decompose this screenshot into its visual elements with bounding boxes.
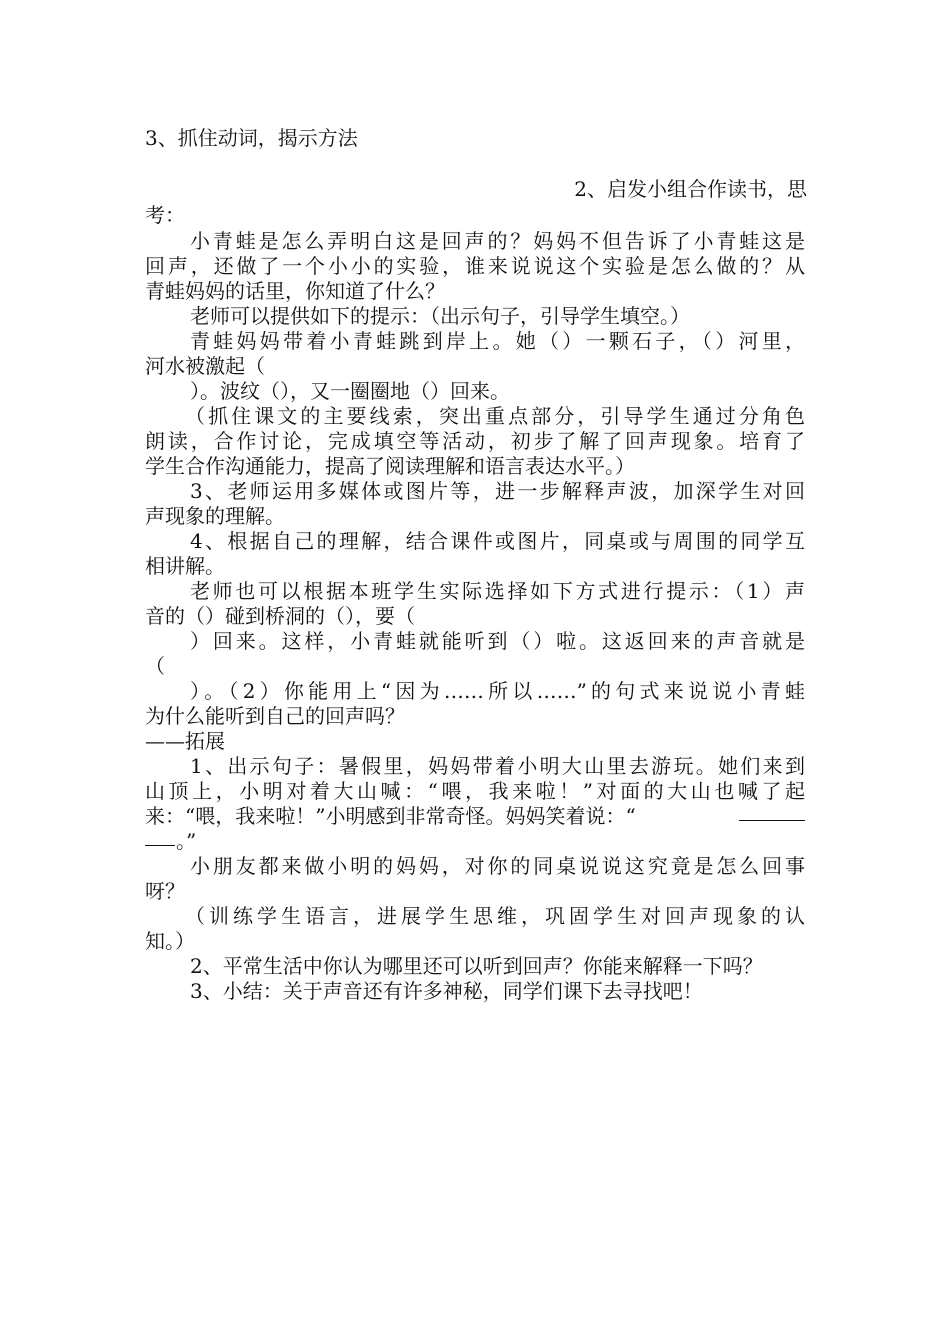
paragraph-line: 青蛙妈妈带着小青蛙跳到岸上。她（）一颗石子，（）河里， bbox=[190, 329, 805, 353]
paragraph-line: 青蛙妈妈的话里，你知道了什么？ bbox=[145, 279, 445, 303]
paragraph-line: 河水被激起（ bbox=[145, 354, 265, 378]
paragraph-line bbox=[145, 804, 636, 828]
paragraph-line: 音的（）碰到桥洞的（），要（ bbox=[145, 604, 415, 628]
paragraph-line: 山顶上，小明对着大山喊：“喂，我来啦！”对面的大山也喊了起 bbox=[145, 779, 805, 803]
paragraph-line: 小青蛙是怎么弄明白这是回声的？妈妈不但告诉了小青蛙这是 bbox=[190, 229, 805, 253]
paragraph-line: 为什么能听到自己的回声吗？ bbox=[145, 704, 405, 728]
paragraph-line: 4、根据自己的理解，结合课件或图片，同桌或与周围的同学互 bbox=[190, 529, 805, 553]
paragraph-line: 考： bbox=[145, 203, 185, 227]
paragraph-line: 3、小结：关于声音还有许多神秘，同学们课下去寻找吧！ bbox=[190, 979, 703, 1003]
paragraph-line: 老师可以提供如下的提示：（出示句子，引导学生填空。） bbox=[190, 304, 690, 328]
paragraph-line: ）回来。这样，小青蛙就能听到（）啦。这返回来的声音就是 bbox=[190, 629, 805, 653]
paragraph-line: （训练学生语言，进展学生思维，巩固学生对回声现象的认 bbox=[185, 904, 805, 928]
paragraph-line: 。” bbox=[176, 829, 197, 853]
paragraph-line: 2、平常生活中你认为哪里还可以听到回声？你能来解释一下吗？ bbox=[190, 954, 763, 978]
paragraph-line: （抓住课文的主要线索，突出重点部分，引导学生通过分角色 bbox=[185, 404, 805, 428]
paragraph-line: 老师也可以根据本班学生实际选择如下方式进行提示：（1）声 bbox=[190, 579, 805, 603]
paragraph-line: 朗读，合作讨论，完成填空等活动，初步了解了回声现象。培育了 bbox=[145, 429, 805, 453]
fill-in-blank bbox=[145, 827, 175, 846]
paragraph-text: 来：“喂，我来啦！”小明感到非常奇怪。妈妈笑着说：“ bbox=[145, 804, 636, 828]
paragraph-line: 学生合作沟通能力，提高了阅读理解和语言表达水平。） bbox=[145, 454, 635, 478]
paragraph-line: （ bbox=[145, 654, 165, 678]
paragraph-line: ）。波纹（），又一圈圈地（）回来。 bbox=[190, 379, 510, 403]
paragraph-line: ）。（2）你能用上“因为……所以……”的句式来说说小青蛙 bbox=[190, 679, 805, 703]
paragraph-line: 呀？ bbox=[145, 879, 185, 903]
paragraph-line: 相讲解。 bbox=[145, 554, 225, 578]
paragraph-line: 回声，还做了一个小小的实验，谁来说说这个实验是怎么做的？从 bbox=[145, 254, 805, 278]
paragraph-line: 知。） bbox=[145, 929, 195, 953]
paragraph-line: 小朋友都来做小明的妈妈，对你的同桌说说这究竟是怎么回事 bbox=[190, 854, 805, 878]
paragraph-line: 3、老师运用多媒体或图片等，进一步解释声波，加深学生对回 bbox=[190, 479, 805, 503]
fill-in-blank bbox=[739, 802, 805, 821]
paragraph-line: 声现象的理解。 bbox=[145, 504, 285, 528]
section-heading: ——拓展 bbox=[145, 729, 225, 753]
section-heading: 3、抓住动词，揭示方法 bbox=[145, 126, 358, 150]
paragraph-line: 2、启发小组合作读书，思 bbox=[574, 177, 807, 201]
paragraph-line: 1、出示句子：暑假里，妈妈带着小明大山里去游玩。她们来到 bbox=[190, 754, 805, 778]
